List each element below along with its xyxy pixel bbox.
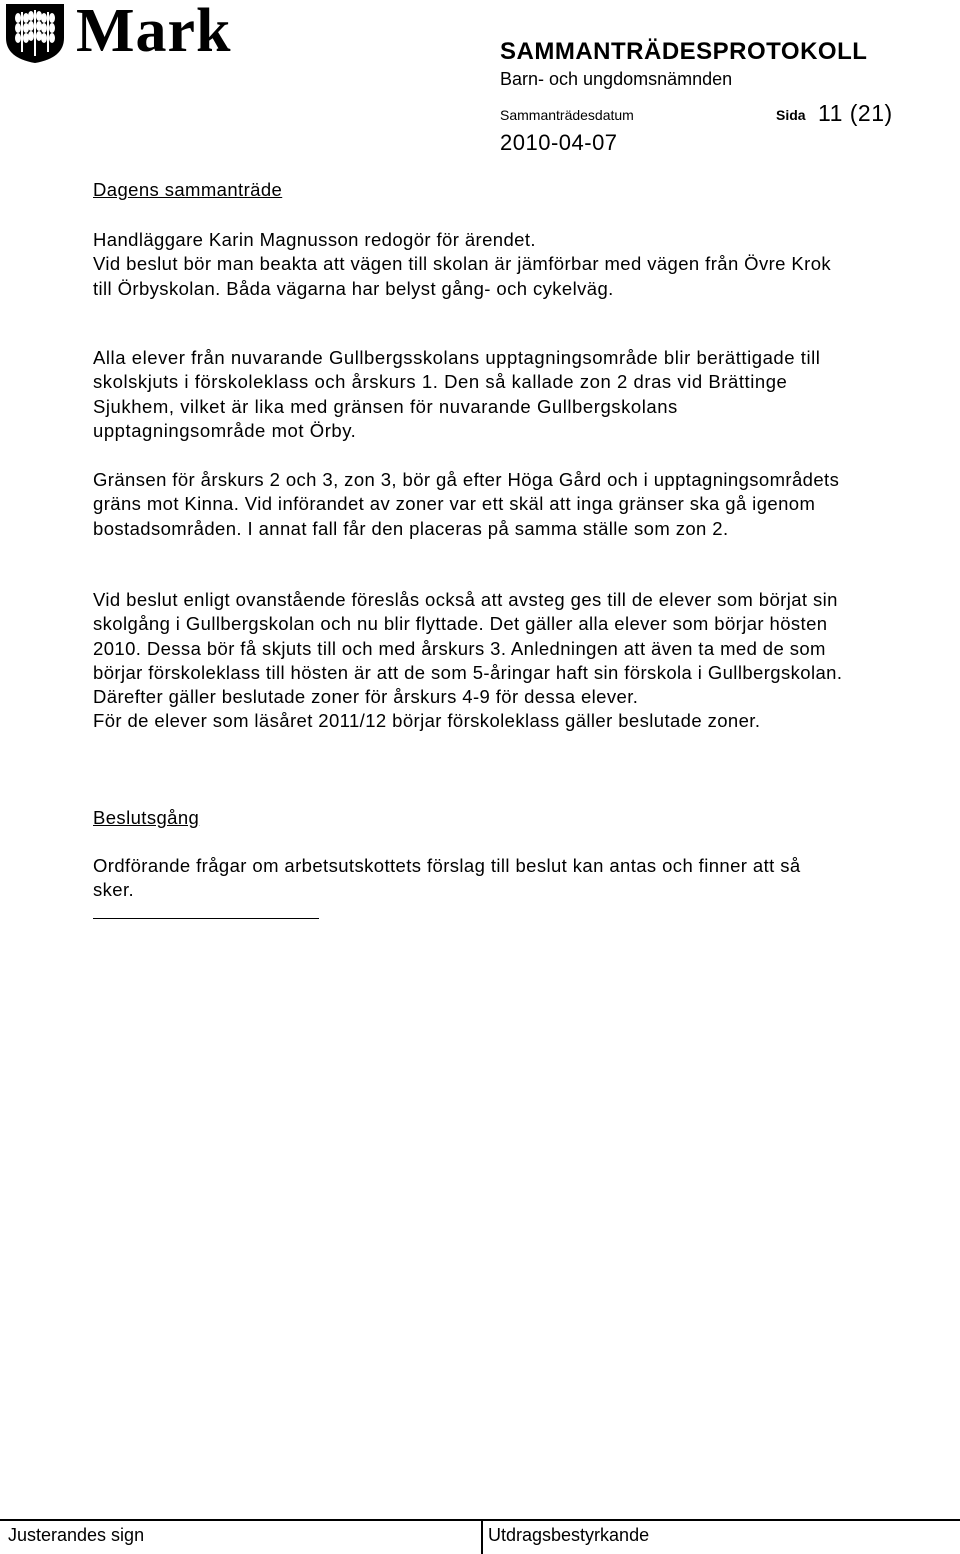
board-name: Barn- och ungdomsnämnden (500, 69, 733, 89)
paragraph-4: Vid beslut enligt ovanstående föreslås också att avsteg ges till de elever som börjat sin skolgång i Gullbergskolan och nu blir flyttade. Det gäller alla elever som börjar hösten 2010. Dessa bör få skjuts till och med årskurs 3. Anledningen att även ta med de som börjar förskoleklass till hösten är att de som 5-åringar haft sin förskola i Gullbergskolan. Därefter gäller beslutade zoner för årskurs 4-9 för dessa elever. För de elever som läsåret 2011/12 börjar förskoleklass gäller beslutade zoner. (93, 589, 843, 732)
paragraph-3: Gränsen för årskurs 2 och 3, zon 3, bör gå efter Höga Gård och i upptagningsområdets gräns mot Kinna. Vid införandet av zoner var ett skäl att inga gränser ska gå igenom bostadsområden. I annat fall får den placeras på samma ställe som zon 2. (93, 469, 840, 539)
paragraph-1: Handläggare Karin Magnusson redogör för ärendet. Vid beslut bör man beakta att vägen till skolan är jämförbar med vägen från Övre Krok till Örbyskolan. Båda vägarna har belyst gång- och cykelväg. (93, 229, 832, 299)
section-heading-todays-meeting: Dagens sammanträde (93, 179, 283, 200)
signature-field-label: Justerandes sign (8, 1525, 145, 1545)
logo-wordmark: Mark (76, 0, 232, 65)
municipality-crest-icon (4, 2, 66, 64)
meeting-date: 2010-04-07 (500, 130, 618, 155)
page-number: 11 (21) (818, 100, 893, 126)
meeting-date-label: Sammanträdesdatum (500, 107, 634, 123)
page-label: Sida (776, 107, 806, 123)
separator-line (93, 918, 319, 919)
paragraph-2: Alla elever från nuvarande Gullbergsskolans upptagningsområde blir berättigade till skolskjuts i förskoleklass och årskurs 1. Den så kallade zon 2 dras vid Brättinge Sjukhem, vilket är lika med gränsen för nuvarande Gullbergskolans upptagningsområde mot Örby. (93, 347, 821, 441)
footer-divider (481, 1519, 483, 1554)
paragraph-5: Ordförande frågar om arbetsutskottets förslag till beslut kan antas och finner att så sker. (93, 855, 801, 901)
certification-field-label: Utdragsbestyrkande (488, 1525, 650, 1545)
document-title: SAMMANTRÄDESPROTOKOLL (500, 38, 868, 65)
footer-rule (0, 1519, 960, 1521)
section-heading-decision-process: Beslutsgång (93, 807, 200, 828)
